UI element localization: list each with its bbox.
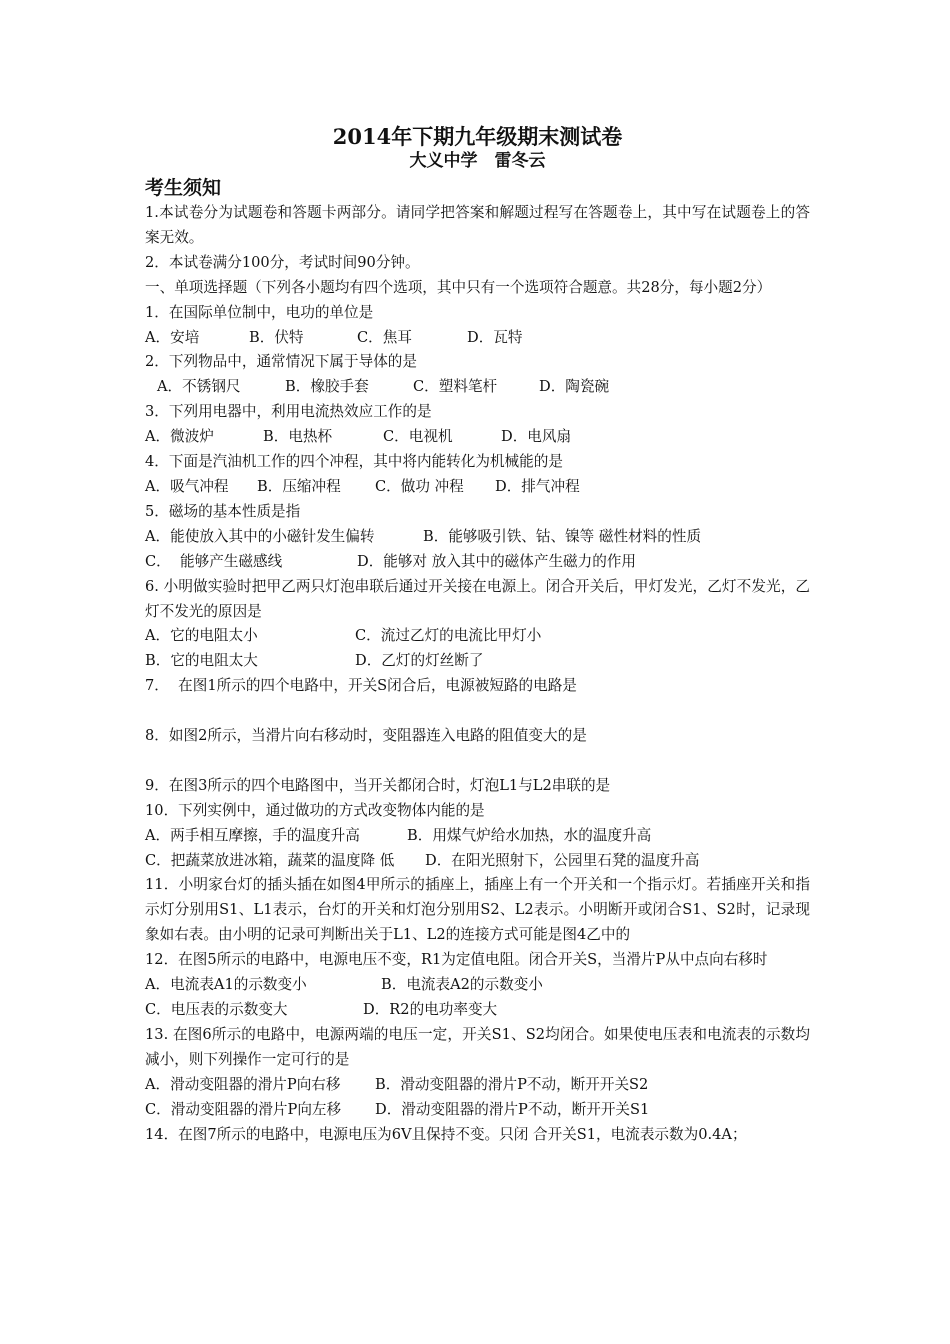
question-options — [145, 998, 810, 1023]
section-heading: 一、单项选择题（下列各小题均有四个选项，其中只有一个选项符合题意。共28分，每小题2分） — [145, 278, 772, 296]
option-b: B．用煤气炉给水加热，水的温度升高 — [407, 826, 652, 844]
question-options — [145, 649, 810, 674]
option-a: A．电流表A1的示数变小 — [145, 976, 307, 994]
question-options — [145, 425, 810, 450]
option-d: D．排气冲程 — [495, 477, 580, 495]
option-c: C．焦耳 — [357, 328, 412, 346]
option-a: A．安培 — [145, 328, 200, 346]
question-options — [145, 849, 810, 874]
option-a: A．两手相互摩擦，手的温度升高 — [145, 826, 360, 844]
option-b: B．滑动变阻器的滑片P不动，断开开关S2 — [375, 1075, 649, 1093]
question-options — [145, 375, 810, 400]
option-c: C．流过乙灯的电流比甲灯小 — [355, 627, 542, 645]
exam-page — [145, 124, 810, 1147]
question-stem: 11．小明家台灯的插头插在如图4甲所示的插座上，插座上有一个开关和一个指示灯。若插座开关和指示灯分别用S1、L1表示，台灯的开关和灯泡分别用S2、L2表示。小明断开或闭合S1、S2时，记录现象如右表。由小明的记录可判断出关于L1、L2的连接方式可能是图4乙中的 — [145, 876, 810, 944]
question-options — [145, 973, 810, 998]
option-d: D．瓦特 — [467, 328, 523, 346]
option-d: D．陶瓷碗 — [539, 378, 610, 396]
question-options — [145, 326, 810, 351]
figure-placeholder — [145, 699, 810, 724]
question-options — [145, 1098, 810, 1123]
option-c: C．塑料笔杆 — [413, 378, 498, 396]
option-d: D．能够对 放入其中的磁体产生磁力的作用 — [357, 552, 637, 570]
exam-subtitle: 大义中学 雷冬云 — [409, 151, 546, 171]
notice-heading: 考生须知 — [145, 177, 222, 199]
question-options — [145, 525, 810, 550]
question-options — [145, 550, 810, 575]
option-a: A．能使放入其中的小磁针发生偏转 — [145, 527, 375, 545]
option-a: A．吸气冲程 — [145, 477, 229, 495]
option-b: B．电热杯 — [263, 428, 333, 446]
option-d: D．R2的电功率变大 — [363, 1000, 498, 1018]
notice-item-1: 1.本试卷分为试题卷和答题卡两部分。请同学把答案和解题过程写在答题卷上，其中写在试题卷上的答案无效。 — [145, 204, 810, 246]
question-stem: 3．下列用电器中，利用电流热效应工作的是 — [145, 403, 432, 421]
option-b: B．它的电阻太大 — [145, 652, 258, 670]
question-options — [145, 1073, 810, 1098]
question-options — [145, 475, 810, 500]
option-a: A．不锈钢尺 — [157, 378, 241, 396]
option-b: B．能够吸引铁、钴、镍等 磁性材料的性质 — [423, 527, 702, 545]
option-c: C．电压表的示数变大 — [145, 1000, 288, 1018]
question-stem: 1．在国际单位制中，电功的单位是 — [145, 303, 374, 321]
option-a: A．微波炉 — [145, 428, 214, 446]
question-options — [145, 624, 810, 649]
figure-placeholder — [145, 749, 810, 774]
question-stem: 7． 在图1所示的四个电路中，开关S闭合后，电源被短路的电路是 — [145, 677, 577, 695]
question-stem: 2．下列物品中，通常情况下属于导体的是 — [145, 353, 417, 371]
question-stem: 5．磁场的基本性质是指 — [145, 502, 301, 520]
option-a: A．滑动变阻器的滑片P向右移 — [145, 1075, 341, 1093]
option-d: D．滑动变阻器的滑片P不动，断开开关S1 — [375, 1100, 650, 1118]
option-a: A．它的电阻太小 — [145, 627, 258, 645]
question-stem: 4．下面是汽油机工作的四个冲程，其中将内能转化为机械能的是 — [145, 453, 563, 471]
notice-item-2: 2．本试卷满分100分，考试时间90分钟。 — [145, 253, 420, 271]
question-stem: 14．在图7所示的电路中，电源电压为6V且保持不变。只闭 合开关S1，电流表示数为0.4A； — [145, 1125, 747, 1143]
option-b: B．伏特 — [249, 328, 304, 346]
option-d: D．电风扇 — [501, 428, 572, 446]
question-stem: 9．在图3所示的四个电路图中，当开关都闭合时，灯泡L1与L2串联的是 — [145, 776, 611, 794]
option-d: D．在阳光照射下，公园里石凳的温度升高 — [425, 851, 700, 869]
option-c: C．滑动变阻器的滑片P向左移 — [145, 1100, 342, 1118]
exam-title: 2014年下期九年级期末测试卷 — [332, 124, 623, 149]
question-stem: 12．在图5所示的电路中，电源电压不变，R1为定值电阻。闭合开关S，当滑片P从中点向右移时 — [145, 951, 768, 969]
option-c: C．做功 冲程 — [375, 477, 464, 495]
question-stem: 6. 小明做实验时把甲乙两只灯泡串联后通过开关接在电源上。闭合开关后，甲灯发光，乙灯不发光，乙灯不发光的原因是 — [145, 577, 810, 620]
option-c: C．把蔬菜放进冰箱，蔬菜的温度降 低 — [145, 851, 395, 869]
option-b: B．电流表A2的示数变小 — [381, 976, 543, 994]
question-stem: 8．如图2所示，当滑片向右移动时，变阻器连入电路的阻值变大的是 — [145, 727, 587, 745]
question-stem: 10．下列实例中，通过做功的方式改变物体内能的是 — [145, 801, 485, 819]
option-c: C．电视机 — [383, 428, 453, 446]
question-stem: 13. 在图6所示的电路中，电源两端的电压一定，开关S1、S2均闭合。如果使电压表和电流表的示数均减小，则下列操作一定可行的是 — [145, 1025, 810, 1068]
option-b: B．橡胶手套 — [285, 378, 369, 396]
option-b: B．压缩冲程 — [257, 477, 341, 495]
option-c: C． 能够产生磁感线 — [145, 552, 283, 570]
question-options — [145, 824, 810, 849]
option-d: D．乙灯的灯丝断了 — [355, 652, 484, 670]
